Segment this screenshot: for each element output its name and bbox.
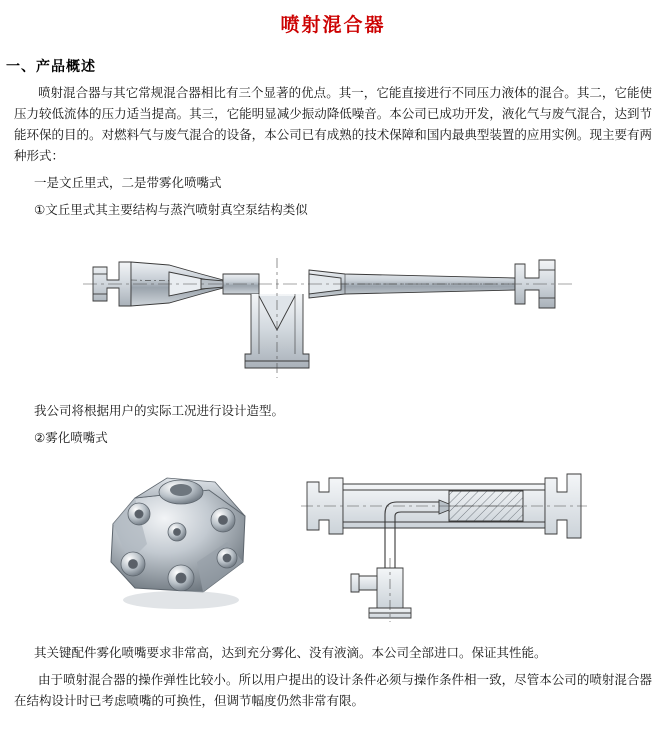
page-title: 喷射混合器	[280, 14, 386, 36]
list-item-atomizing-nozzle-type: ②雾化喷嘴式	[34, 430, 108, 445]
paragraph-operating-elasticity: 由于喷射混合器的操作弹性比较小。所以用户提出的设计条件必须与操作条件相一致，尽管本公司的喷射混合器在结构设计时已考虑喷嘴的可换性，但调节幅度仍然非常有限。	[14, 672, 652, 708]
nozzle-photo-drawing	[77, 458, 277, 623]
document-page	[0, 12, 666, 746]
section-heading-overview: 一、产品概述	[6, 59, 96, 75]
list-item-venturi-type: ①文丘里式其主要结构与蒸汽喷射真空泵结构类似	[34, 202, 308, 217]
paragraph-nozzle-quality: 其关键配件雾化喷嘴要求非常高，达到充分雾化、没有液滴。本公司全部进口。保证其性能。	[34, 645, 547, 660]
venturi-mixer-drawing	[73, 234, 593, 394]
paragraph-overview-2: 一是文丘里式，二是带雾化喷嘴式	[34, 175, 222, 190]
spacer	[0, 628, 666, 636]
paragraph-design-note: 我公司将根据用户的实际工况进行设计造型。	[34, 403, 285, 418]
paragraph-overview-1: 喷射混合器与其它常规混合器相比有三个显著的优点。其一，它能直接进行不同压力液体的混合。其二，它能使压力较低流体的压力适当提高。其三，它能明显减少振动降低噪音。本公司已成功开发，液化气与废气混合，达到节能环保的目的。对燃料气与废气混合的设备，本公司已有成熟的技术保障和国内最典型装置的应用实例。现主要有两种形式：	[14, 85, 652, 163]
figure-venturi-mixer	[0, 234, 666, 394]
nozzle-mixer-section-drawing	[299, 458, 589, 623]
figure-atomizing-nozzle	[0, 458, 666, 628]
